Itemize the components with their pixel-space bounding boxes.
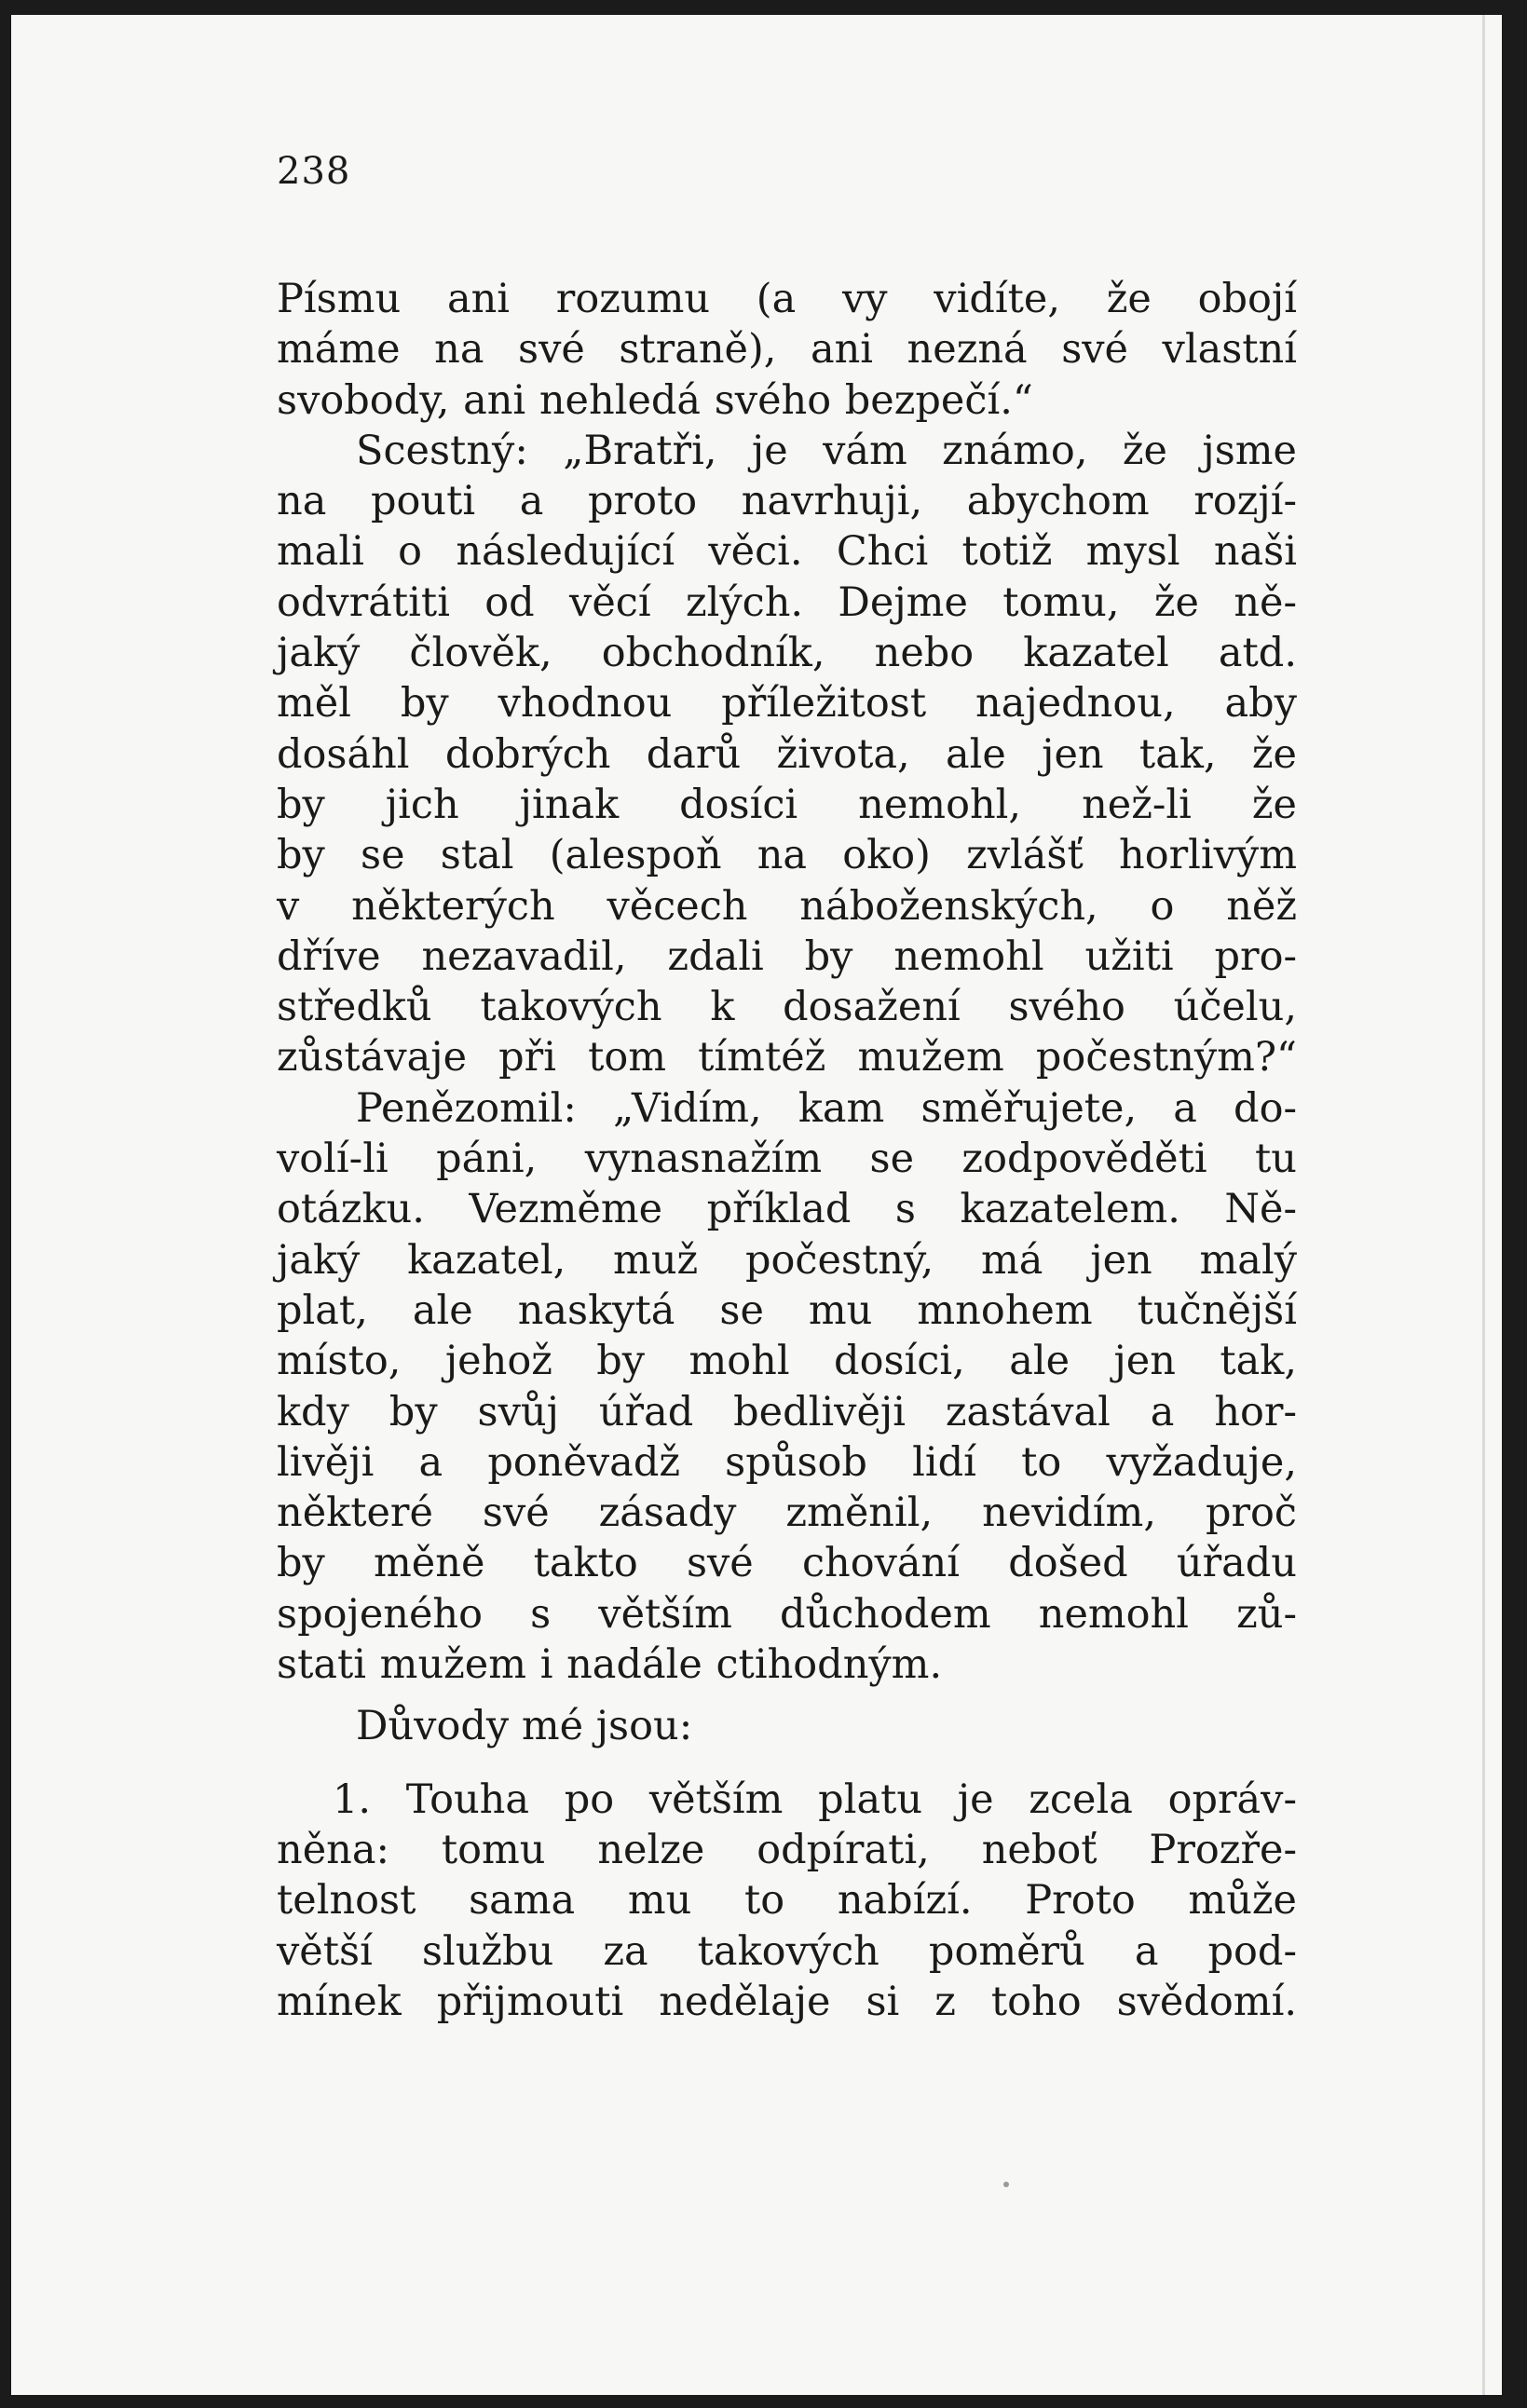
book-page — [11, 15, 1502, 2395]
text-block — [277, 150, 1297, 2027]
text-line: středků takových k dosažení svého účelu, — [277, 984, 1297, 1031]
text-line: dosáhl dobrých darů života, ale jen tak, že — [277, 730, 1297, 778]
paragraph-3 — [277, 1083, 1297, 1691]
scan-speck — [1003, 2182, 1009, 2187]
text-line: některé své zásady změnil, nevidím, proč — [277, 1490, 1297, 1537]
text-line: livěji a poněvadž spůsob lidí to vyžaduje, — [277, 1438, 1297, 1486]
text-line: mínek přijmouti nedělaje si z toho svědomí. — [277, 1978, 1297, 2025]
text-line: otázku. Vezměme příklad s kazatelem. Ně- — [277, 1186, 1297, 1233]
text-line: něna: tomu nelze odpírati, neboť Prozře- — [277, 1826, 1297, 1873]
text-line: místo, jehož by mohl dosíci, ale jen tak, — [277, 1338, 1297, 1385]
text-line: jaký kazatel, muž počestný, má jen malý — [277, 1236, 1297, 1284]
text-line: větší službu za takových poměrů a pod- — [277, 1927, 1297, 1975]
text-line: odvrátiti od věcí zlých. Dejme tomu, že ně- — [277, 578, 1297, 626]
page-number: 238 — [277, 150, 351, 193]
text-line: měl by vhodnou příležitost najednou, aby — [277, 680, 1297, 728]
text-line: zůstávaje při tom tímtéž mužem počestným?“ — [277, 1034, 1297, 1082]
paragraph-2 — [277, 426, 1297, 1083]
text-line: stati mužem i nadále ctihodným. — [277, 1641, 943, 1689]
text-line: Penězomil: „Vidím, kam směřujete, a do- — [356, 1084, 1297, 1132]
text-line: plat, ale naskytá se mu mnohem tučnější — [277, 1286, 1297, 1334]
text-line: spojeného s větším důchodem nemohl zů- — [277, 1590, 1297, 1638]
paragraph-1 — [277, 274, 1297, 426]
text-line: telnost sama mu to nabízí. Proto může — [277, 1877, 1297, 1925]
text-line: 1. Touha po větším platu je zcela opráv- — [333, 1775, 1297, 1823]
section-heading: Důvody mé jsou: — [356, 1703, 693, 1750]
text-line: by měně takto své chování došed úřadu — [277, 1540, 1297, 1587]
text-line: svobody, ani nehledá svého bezpečí.“ — [277, 376, 1033, 424]
page-edge-shadow — [1482, 15, 1485, 2395]
text-line: jaký člověk, obchodník, nebo kazatel atd. — [277, 630, 1297, 677]
text-line: kdy by svůj úřad bedlivěji zastával a hor- — [277, 1388, 1297, 1435]
text-line: mali o následující věci. Chci totiž mysl naši — [277, 528, 1297, 576]
text-line: máme na své straně), ani nezná své vlastní — [277, 326, 1297, 374]
text-line: dříve nezavadil, zdali by nemohl užiti pro- — [277, 932, 1297, 980]
text-line: v některých věcech náboženských, o něž — [277, 882, 1297, 930]
list-item-1 — [277, 1775, 1297, 2027]
text-line: by se stal (alespoň na oko) zvlášť horlivým — [277, 832, 1297, 879]
text-line: by jich jinak dosíci nemohl, než-li že — [277, 781, 1297, 828]
text-line: volí-li páni, vynasnažím se zodpověděti tu — [277, 1136, 1297, 1183]
text-line: na pouti a proto navrhuji, abychom rozjí- — [277, 478, 1297, 525]
text-line: Písmu ani rozumu (a vy vidíte, že obojí — [277, 276, 1297, 322]
text-line: Scestný: „Bratři, je vám známo, že jsme — [356, 427, 1297, 474]
